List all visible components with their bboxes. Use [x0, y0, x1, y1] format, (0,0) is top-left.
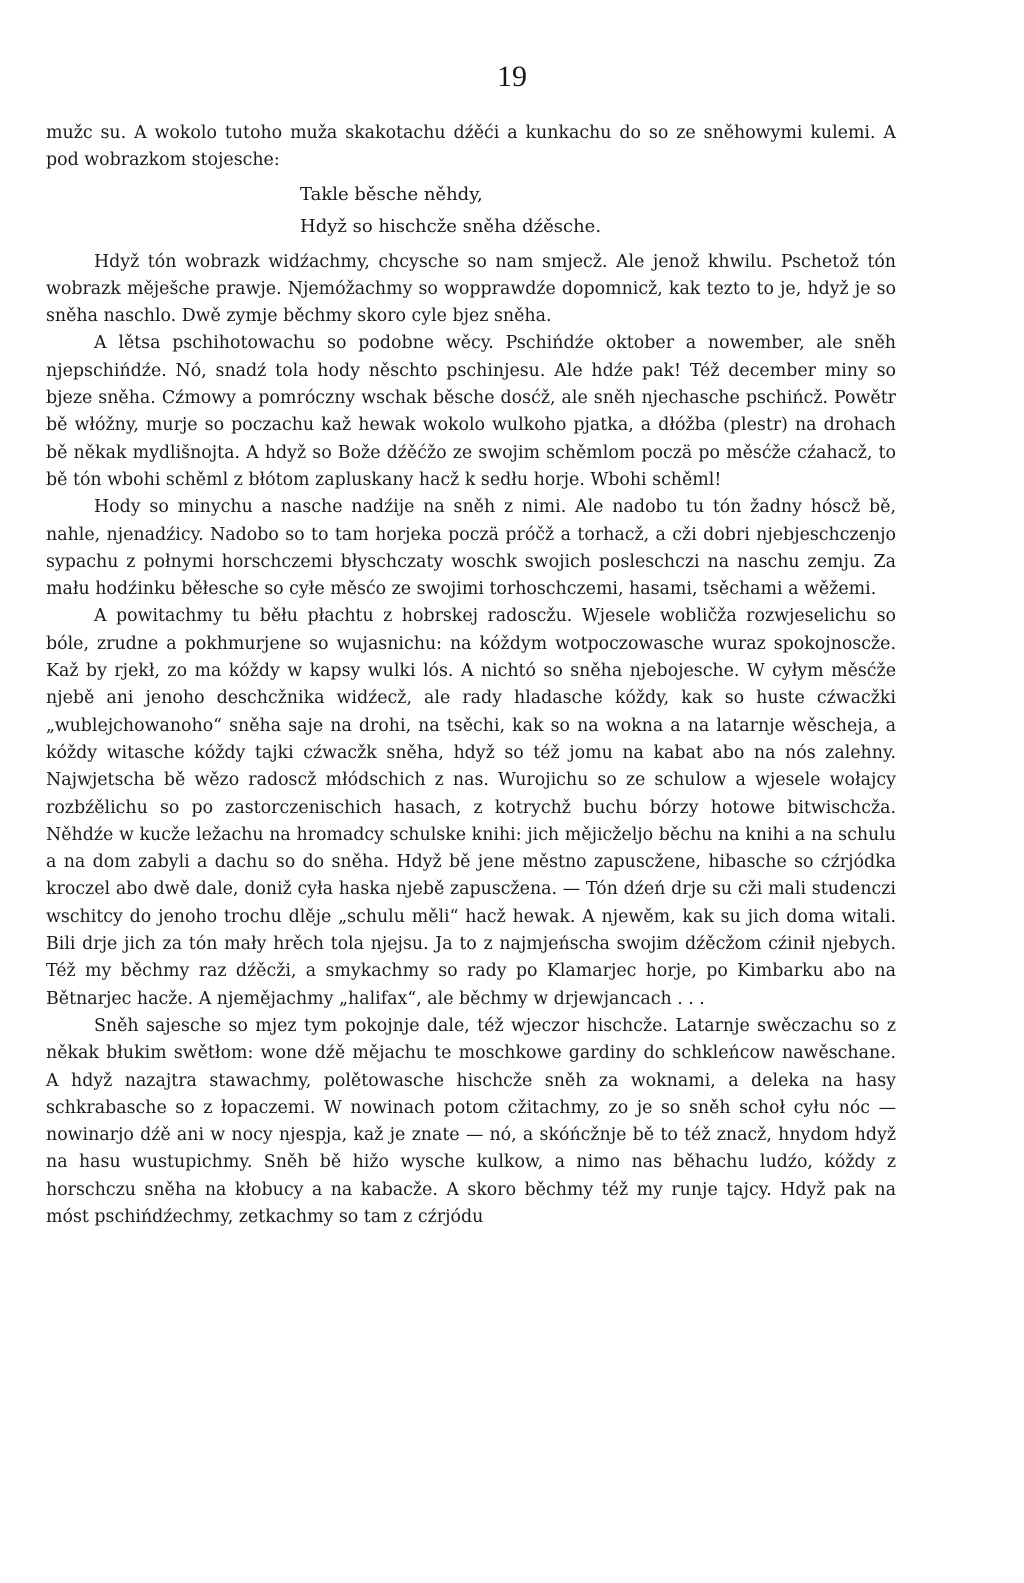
paragraph: Hody so minychu a nasche nadźije na sněh z nimi. Ale nadobo tu tón žadny hóscž bě, nahle, njenadźicy. Nadobo so to tam horjeka poczä próčž a torhacž, a cži dobri njebjeschczenjo sypachu z połnymi horschczemi błyschczaty woschk swojich posleschczi na naschu zemju. Za mału hodźinku běłesche so cyłe měsćo ze swojimi torhoschczemi, hasami, tsěchami a wěžemi.: [46, 497, 896, 600]
verse-line: Hdyž so hischcže sněha dźěsche.: [300, 215, 602, 237]
paragraph: Sněh sajesche so mjez tym pokojnje dale, též wjeczor hischcže. Latarnje swěczachu so z někak błukim swětłom: wone dźě mějachu te moschkowe gardiny do schkleńcow nawěschane. A hdyž nazajtra stawachmy, polětowasche hischcže sněh za woknami, a deleka na hasy schkrabasche so z łopaczemi. W nowinach potom cžitachmy, zo je so sněh schoł cyłu nóc — nowinarjo dźě ani w nocy njespja, kaž je znate — nó, a skóńcžnje bě to též znacž, hnydom hdyž na hasu wustupichmy. Sněh bě hižo wysche kulkow, a nimo nas běhachu ludźo, kóždy z horschczu sněha na kłobucy a na kabacže. A skoro běchmy též my runje tajcy. Hdyž pak na móst pschińdźechmy, zetkachmy so tam z cźrjódu: [46, 1015, 896, 1227]
paragraph: A lětsa pschihotowachu so podobne wěcy. Pschińdźe oktober a nowember, ale sněh njepschińdźe. Nó, snadź tola hody něschto pschinjesu. Ale hdźe pak! Též december miny so bjeze sněha. Cźmowy a pomróczny wschak běsche dosćž, ale sněh njechasche pschińcž. Powětr bě włóžny, murje so poczachu kaž hewak wokolo wulkoho pjatka, a dłóžba (plestr) na drohach bě někak mydlišnojta. A hdyž so Bože dźěćžo ze swojim schěmlom poczä po měsćže cźahacž, to bě tón wbohi schěml z błótom zapluskany hacž k sedłu horje. Wbohi schěml!: [46, 333, 896, 490]
page-number: 19: [497, 60, 527, 93]
paragraph: Hdyž tón wobrazk widźachmy, chcysche so nam smjecž. Ale jenož khwilu. Pschetož tón wobrazk měješche prawje. Njemóžachmy so wopprawdźe dopomnicž, kak tezto to je, hdyž je so sněha naschlo. Dwě zymje běchmy skoro cyle bjez sněha.: [46, 251, 896, 327]
paragraph: A powitachmy tu běłu płachtu z hobrskej radoscžu. Wjesele wobličža rozwjeselichu so bóle, zrudne a pokhmurjene so wujasnichu: na kóždym wotpoczowasche wuraz spokojnoscže. Kaž by rjekł, zo ma kóždy w kapsy wulki lós. A nichtó so sněha njebojesche. W cyłym měsćže njebě ani jenoho deschcžnika widźecž, ale rady hladasche kóždy, kak so huste cźwacžki „wublejchowanoho“ sněha saje na drohi, na tsěchi, kak so na wokna a na latarnje wěscheja, a kóždy witasche kóždy tajki cźwacžk sněha, hdyž so též jomu na kabat abo na nós zalehny. Najwjetscha bě wězo radoscž młódschich z nas. Wurojichu so ze schulow a wjesele wołajcy rozbźělichu so po zastorczenischich hasach, z kotrychž buchu bórzy hotowe bitwischcža. Něhdźe w kucže ležachu na hromadcy schulske knihi: jich mějicželjo běchu na knihi a na schulu a na dom zabyli a dachu so do sněha. Hdyž bě jene městno zapuscžene, hibasche so cźrjódka kroczel abo dwě dale, doniž cyła haska njebě zapuscžena. — Tón dźeń drje su cži mali studenczi wschitcy do jenoho trochu dlěje „schulu měli“ hacž hewak. A njewěm, kak su jich doma witali. Bili drje jich za tón mały hrěch tola njejsu. Ja to z najmjeńscha swojim dźěcžom cźinił njebych. Též my běchmy raz dźěcži, a smykachmy so rady po Klamarjec horje, po Kimbarku abo na Bětnarjec hacže. A njeměјachmy „halifax“, ale běchmy w drjewjancach . . .: [46, 606, 896, 1009]
verse-block: [300, 179, 896, 243]
verse-line: Takle běsche něhdy,: [300, 183, 483, 205]
opening-paragraph: mužc su. A wokolo tutoho muža skakotachu dźěći a kunkachu do so ze sněhowymi kulemi. A pod wobrazkom stojesche:: [46, 123, 896, 171]
body-text: [46, 120, 896, 1231]
